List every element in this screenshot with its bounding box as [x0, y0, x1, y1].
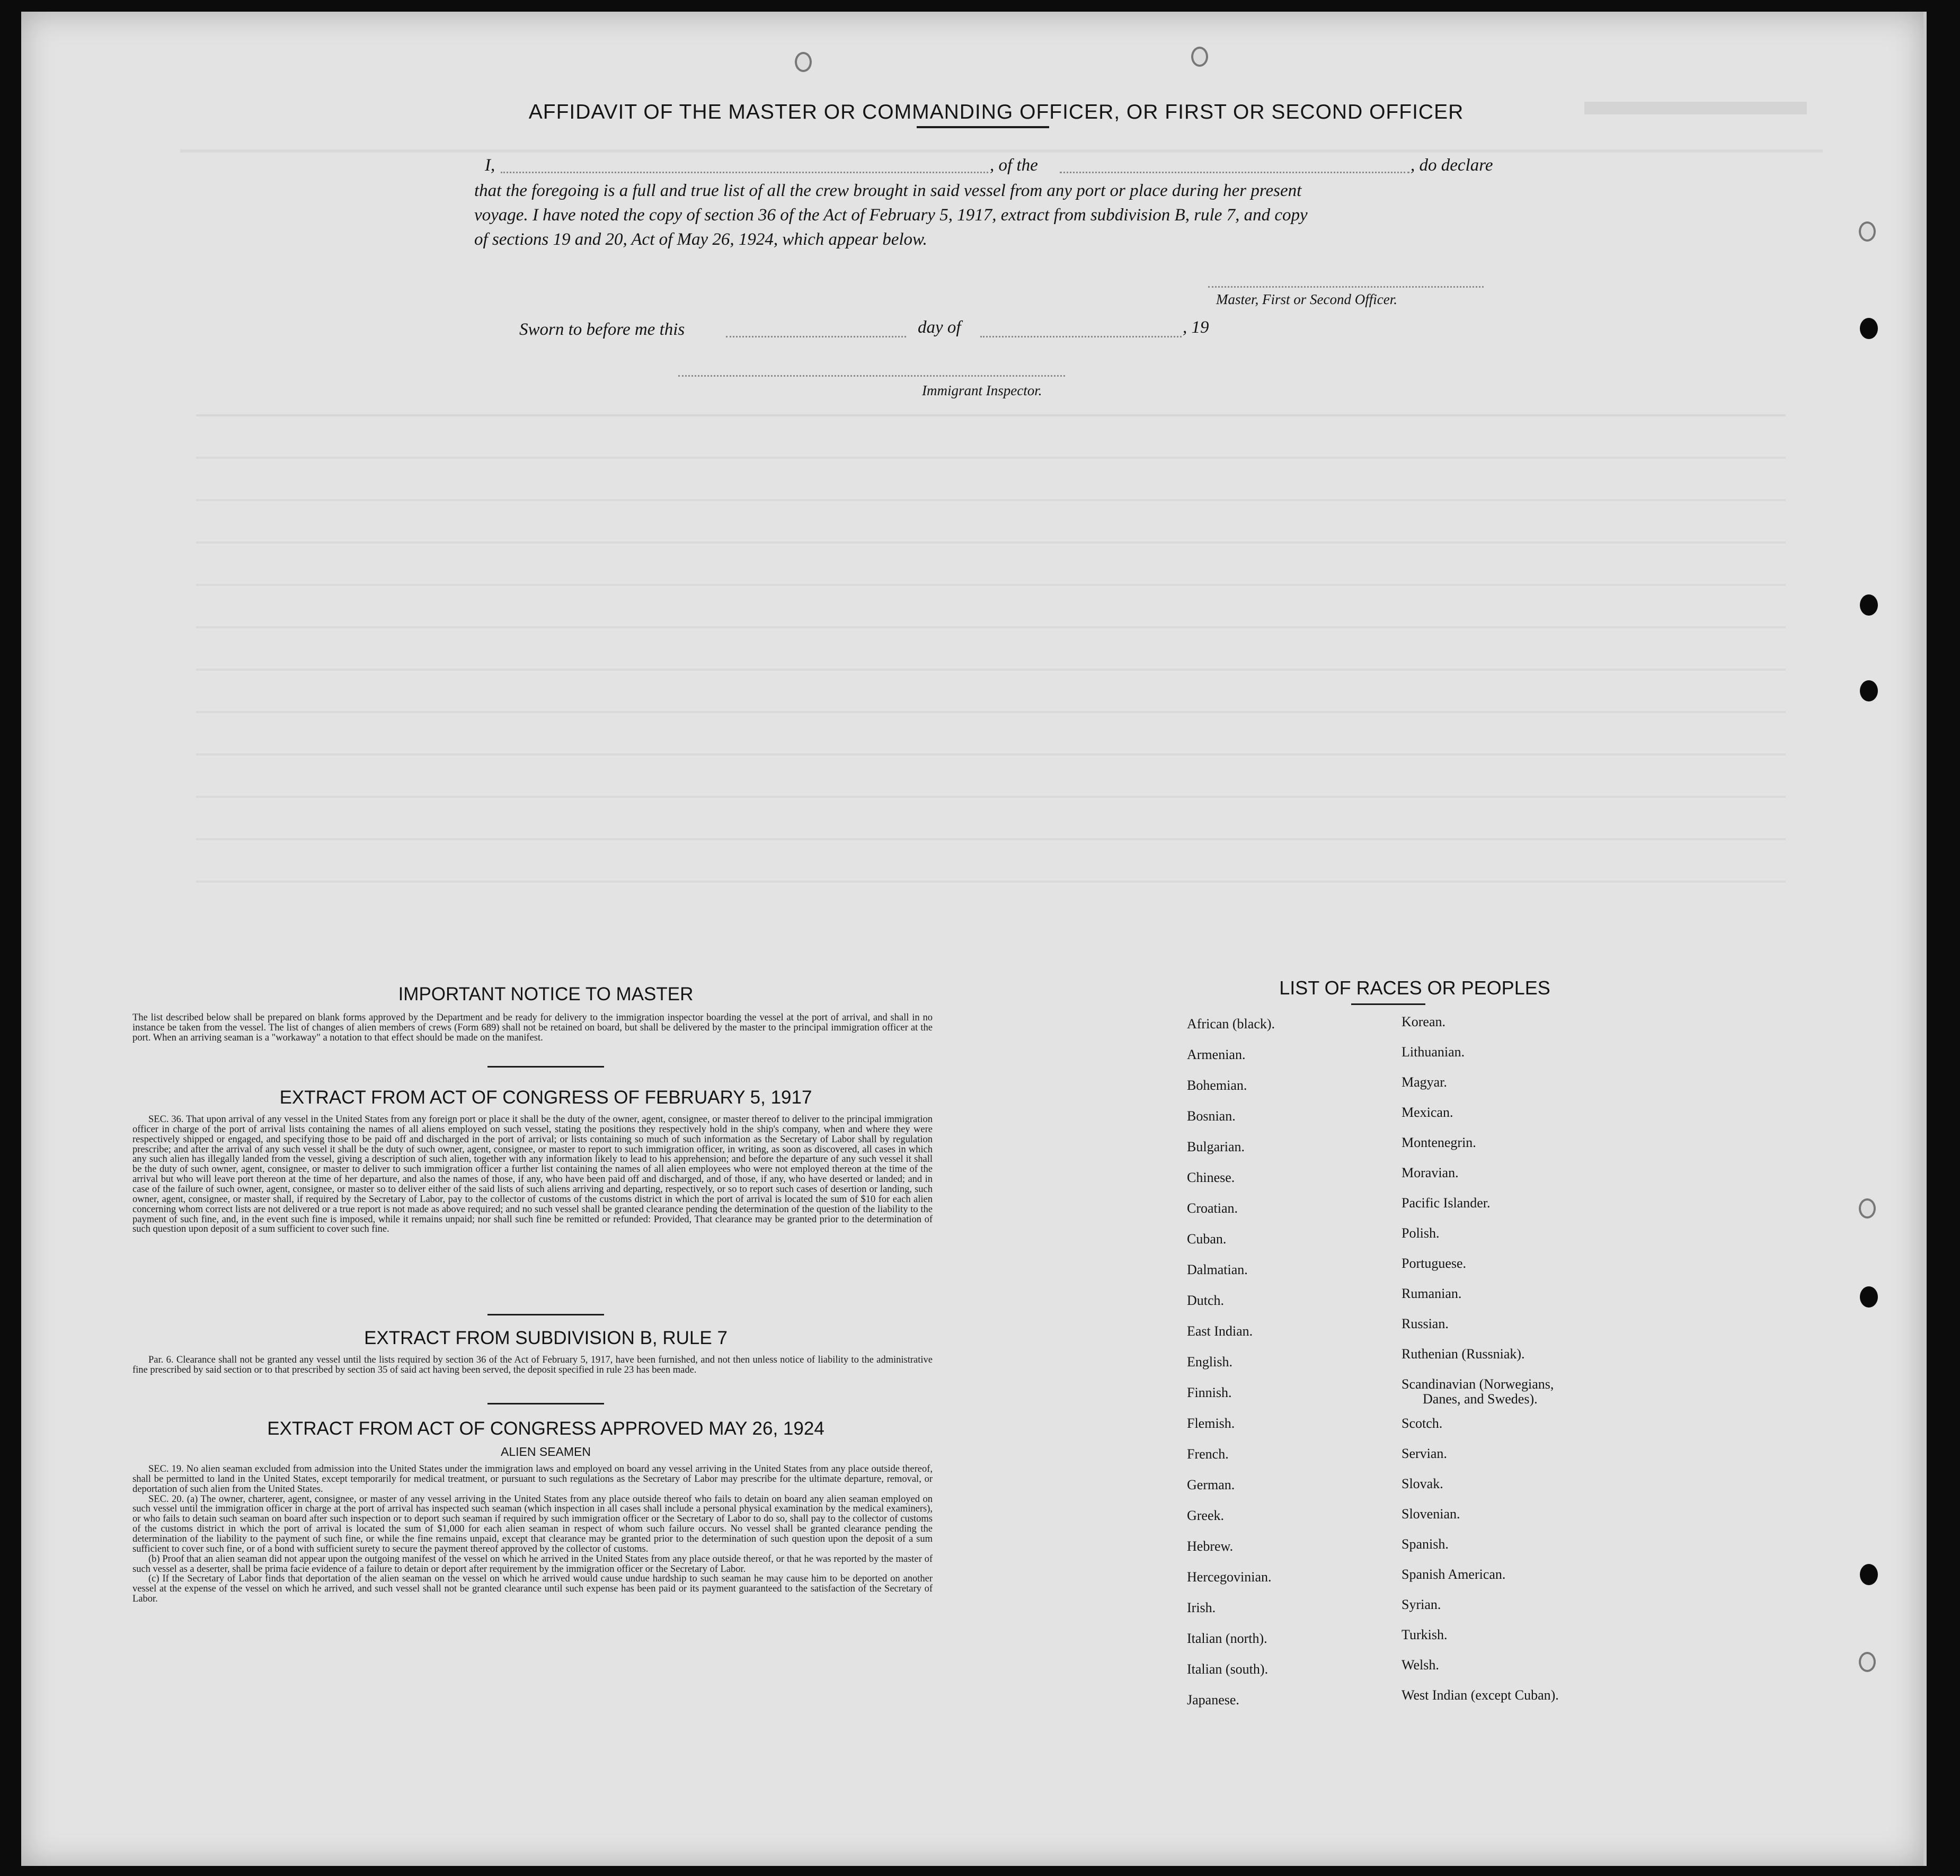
race-item: Dutch. — [1187, 1293, 1225, 1308]
race-item: Bulgarian. — [1187, 1139, 1245, 1154]
race-item: Flemish. — [1187, 1416, 1235, 1431]
extract-1924-title: EXTRACT FROM ACT OF CONGRESS APPROVED MAY 26, 1924 — [267, 1418, 824, 1439]
sworn-month-field[interactable] — [980, 336, 1182, 337]
punch-hole — [1860, 594, 1878, 616]
punch-hole — [1859, 1652, 1876, 1672]
master-signature-field[interactable] — [1208, 286, 1484, 288]
race-item: Hercegovinian. — [1187, 1569, 1272, 1585]
sec20c-paragraph: (c) If the Secretary of Labor finds that deportation of the alien seaman on the vessel on which he arrived would cause undue hardship to such seaman he may cause him to be deported on another vessel at the expense of the vessel on which he arrived, and such vessel shall not be granted clearance until such expense has been paid or its payment guaranteed to the satisfaction of the Secretary of Labor. — [132, 1573, 933, 1605]
race-item: West Indian (except Cuban). — [1402, 1687, 1559, 1703]
extract-1917-paragraph: SEC. 36. That upon arrival of any vessel in the United States from any foreign port or place it shall be the duty of the owner, agent, consignee, or master thereof to deliver to the principal immigration officer in charge of the port of arrival lists containing the names of all aliens employed on such vessel, stating the positions they respectively hold in the ship's company, when and where they were respectively shipped or engaged, and specifying those to be paid off and discharged in the port of arrival; or lists containing so much of such information as the Secretary of Labor shall by regulation prescribe; and after the arrival of any such vessel it shall be the duty of such owner, agent, consignee, or master to report to such immigration officer, in writing, as soon as discovered, all cases in which any such alien has illegally landed from the vessel, giving a description of such alien, together with any information likely to lead to his apprehension; and before the departure of any such vessel it shall be the duty of such owner, agent, consignee, or master to deliver to such immigration officer a further list containing the names of all alien employees who were not employed thereon at the time of the arrival but who will leave port thereon at the time of her departure, and also the names of those, if any, who have been paid off and discharged, and of those, if any, who have deserted or landed; and in case of the failure of such owner, agent, consignee, or master so to deliver either of the said lists of such aliens arriving and departing, respectively, or so to report such cases of desertion or landing, such owner, agent, consignee, or master shall, if required by the Secretary of Labor, pay to the collector of customs of the customs district in which the port of arrival is located the sum of $10 for each alien concerning whom correct lists are not delivered or a true report is not made as above required; and no such vessel shall be granted clearance pending the determination of the question of the liability to the payment of such fine, and, in the event such fine is imposed, while it remains unpaid; nor shall such fine be remitted or refunded: Provided, That clearance may be granted prior to the determination of such question upon deposit of a sum sufficient to cover such fine. — [132, 1114, 933, 1235]
race-item: Scandinavian (Norwegians, — [1402, 1376, 1554, 1392]
year-label: , 19 — [1183, 318, 1209, 337]
races-title-rule — [1351, 1003, 1425, 1005]
sworn-label: Sworn to before me this — [519, 320, 685, 339]
race-item: Chinese. — [1187, 1170, 1235, 1185]
race-item: Russian. — [1402, 1316, 1449, 1331]
punch-hole — [1860, 1564, 1878, 1585]
race-item: English. — [1187, 1354, 1232, 1370]
race-item: Irish. — [1187, 1600, 1216, 1615]
punch-hole — [1860, 680, 1878, 701]
punch-hole — [1860, 318, 1878, 339]
race-item: Dalmatian. — [1187, 1262, 1248, 1277]
rule7-paragraph: Par. 6. Clearance shall not be granted any vessel until the lists required by section 36 of the Act of February 5, 1917, have been furnished, and not then unless notice of liability to the administrative fine prescribed by said section or to that prescribed by section 35 of said act having been served, the deposit specified in rule 23 has been made. — [132, 1355, 933, 1375]
notice-text: The list described below shall be prepared on blank forms approved by the Department and be ready for delivery to the immigration inspector boarding the vessel at the port of arrival, and shall in no instance be taken from the vessel. The list of changes of alien members of crews (Form 689) shall not be retained on board, but shall be delivered by the master to the principal immigration officer at the port. When an arriving seaman is a "workaway" a notation to that effect should be made on the manifest. — [132, 1012, 933, 1043]
rule7-divider — [487, 1403, 604, 1404]
race-item: Lithuanian. — [1402, 1044, 1465, 1060]
race-item: Portuguese. — [1402, 1256, 1467, 1271]
race-item: Italian (north). — [1187, 1631, 1267, 1646]
race-item: African (black). — [1187, 1016, 1275, 1032]
affidavit-title: AFFIDAVIT OF THE MASTER OR COMMANDING OFFICER, OR FIRST OR SECOND OFFICER — [528, 101, 1464, 123]
race-item: Cuban. — [1187, 1231, 1227, 1247]
extract-1917-title: EXTRACT FROM ACT OF CONGRESS OF FEBRUARY 5, 1917 — [279, 1087, 812, 1108]
race-item: Montenegrin. — [1402, 1135, 1476, 1150]
race-item: Scotch. — [1402, 1416, 1443, 1431]
rule7-text — [132, 1355, 933, 1375]
declaration-line-3: of sections 19 and 20, Act of May 26, 1924, which appear below. — [474, 230, 927, 249]
race-item: Italian (south). — [1187, 1661, 1269, 1677]
race-item: Turkish. — [1402, 1627, 1448, 1642]
extract-1917-text — [132, 1115, 933, 1234]
race-item: Spanish. — [1402, 1536, 1449, 1552]
race-item: Pacific Islander. — [1402, 1195, 1491, 1211]
race-item: Korean. — [1402, 1014, 1446, 1029]
race-item: East Indian. — [1187, 1323, 1253, 1339]
sec20b-paragraph: (b) Proof that an alien seaman did not appear upon the outgoing manifest of the vessel on which he arrived in the United States from any place outside thereof, or that he was reported by the master of such vessel as a deserter, shall be prima facie evidence of a failure to detain or deport after requirement by the immigration officer or the Secretary of Labor. — [132, 1553, 933, 1575]
race-item: Magyar. — [1402, 1074, 1447, 1090]
day-of-label: day of — [918, 318, 961, 337]
notice-title: IMPORTANT NOTICE TO MASTER — [398, 984, 694, 1004]
sworn-day-field[interactable] — [726, 336, 906, 337]
races-title: LIST OF RACES OR PEOPLES — [1279, 977, 1550, 999]
race-item: Slovenian. — [1402, 1506, 1460, 1522]
race-item: Slovak. — [1402, 1476, 1443, 1491]
declarant-prefix: I, — [485, 156, 495, 175]
inspector-signature-field[interactable] — [678, 375, 1065, 377]
race-item: Welsh. — [1402, 1657, 1439, 1673]
do-declare-label: , do declare — [1411, 156, 1493, 175]
race-item: Japanese. — [1187, 1692, 1239, 1708]
race-item: Greek. — [1187, 1508, 1225, 1523]
document-page — [21, 12, 1927, 1866]
rule7-title: EXTRACT FROM SUBDIVISION B, RULE 7 — [364, 1328, 728, 1348]
punch-hole — [1191, 47, 1208, 67]
sec20a-paragraph: SEC. 20. (a) The owner, charterer, agent, consignee, or master of any vessel arriving in the United States from any place outside thereof who fails to detain on board any alien seaman employed on such vessel until the immigration officer in charge at the port of arrival has inspected such seaman (which inspection in all cases shall include a personal physical examination by the medical examiners), or who fails to detain such seaman on board after such inspection or to deport such seaman if required by such immigration officer or the Secretary of Labor to do so, shall pay to the collector of customs of the customs district in which the port of arrival is located the sum of $1,000 for each alien seaman in respect of whom such failure occurs. No vessel shall be granted clearance pending the determination of the liability to the payment of such fine, or while the fine remains unpaid, except that clearance may be granted prior to the determination of such question upon the deposit of a sum sufficient to cover such fine, or of a bond with sufficient surety to secure the payment thereof approved by the collector of customs. — [132, 1493, 933, 1554]
race-item: Bohemian. — [1187, 1078, 1247, 1093]
race-item: French. — [1187, 1446, 1229, 1462]
inspector-label: Immigrant Inspector. — [922, 383, 1042, 398]
notice-divider — [487, 1066, 604, 1068]
race-item: German. — [1187, 1477, 1235, 1492]
race-item: Servian. — [1402, 1446, 1447, 1461]
punch-hole — [795, 52, 812, 72]
race-item: Finnish. — [1187, 1385, 1232, 1400]
sec19-paragraph: SEC. 19. No alien seaman excluded from admission into the United States under the immigration laws and employed on board any vessel arriving in the United States from any place outside thereof, shall be permitted to land in the United States, except temporarily for medical treatment, or pursuant to such regulations as the Secretary of Labor may prescribe for the ultimate departure, removal, or deportation of such alien from the United States. — [132, 1464, 933, 1495]
race-item: Mexican. — [1402, 1105, 1453, 1120]
extract-1917-divider — [487, 1314, 604, 1315]
declaration-line-2: voyage. I have noted the copy of section 36 of the Act of February 5, 1917, extract from subdivision B, rule 7, and copy — [474, 206, 1308, 225]
race-item: Hebrew. — [1187, 1539, 1234, 1554]
of-the-label: , of the — [990, 156, 1038, 175]
punch-hole — [1859, 221, 1876, 242]
race-item: Polish. — [1402, 1225, 1440, 1241]
race-item: Armenian. — [1187, 1047, 1246, 1062]
vessel-name-field[interactable] — [1060, 172, 1409, 173]
extract-1924-text — [132, 1464, 933, 1604]
race-item: Spanish American. — [1402, 1567, 1506, 1582]
race-item: Rumanian. — [1402, 1286, 1462, 1301]
race-item: Danes, and Swedes). — [1423, 1391, 1538, 1407]
declarant-name-field[interactable] — [501, 172, 988, 173]
race-item: Moravian. — [1402, 1165, 1459, 1180]
punch-hole — [1859, 1198, 1876, 1219]
race-item: Croatian. — [1187, 1201, 1238, 1216]
race-item: Bosnian. — [1187, 1108, 1236, 1124]
declaration-line-1: that the foregoing is a full and true list of all the crew brought in said vessel from any port or place during her present — [474, 181, 1302, 200]
alien-seamen-subtitle: ALIEN SEAMEN — [501, 1445, 591, 1459]
master-signature-label: Master, First or Second Officer. — [1216, 291, 1397, 307]
race-item: Ruthenian (Russniak). — [1402, 1346, 1525, 1362]
race-item: Syrian. — [1402, 1597, 1441, 1612]
punch-hole — [1860, 1286, 1878, 1308]
affidavit-title-rule — [917, 126, 1049, 128]
